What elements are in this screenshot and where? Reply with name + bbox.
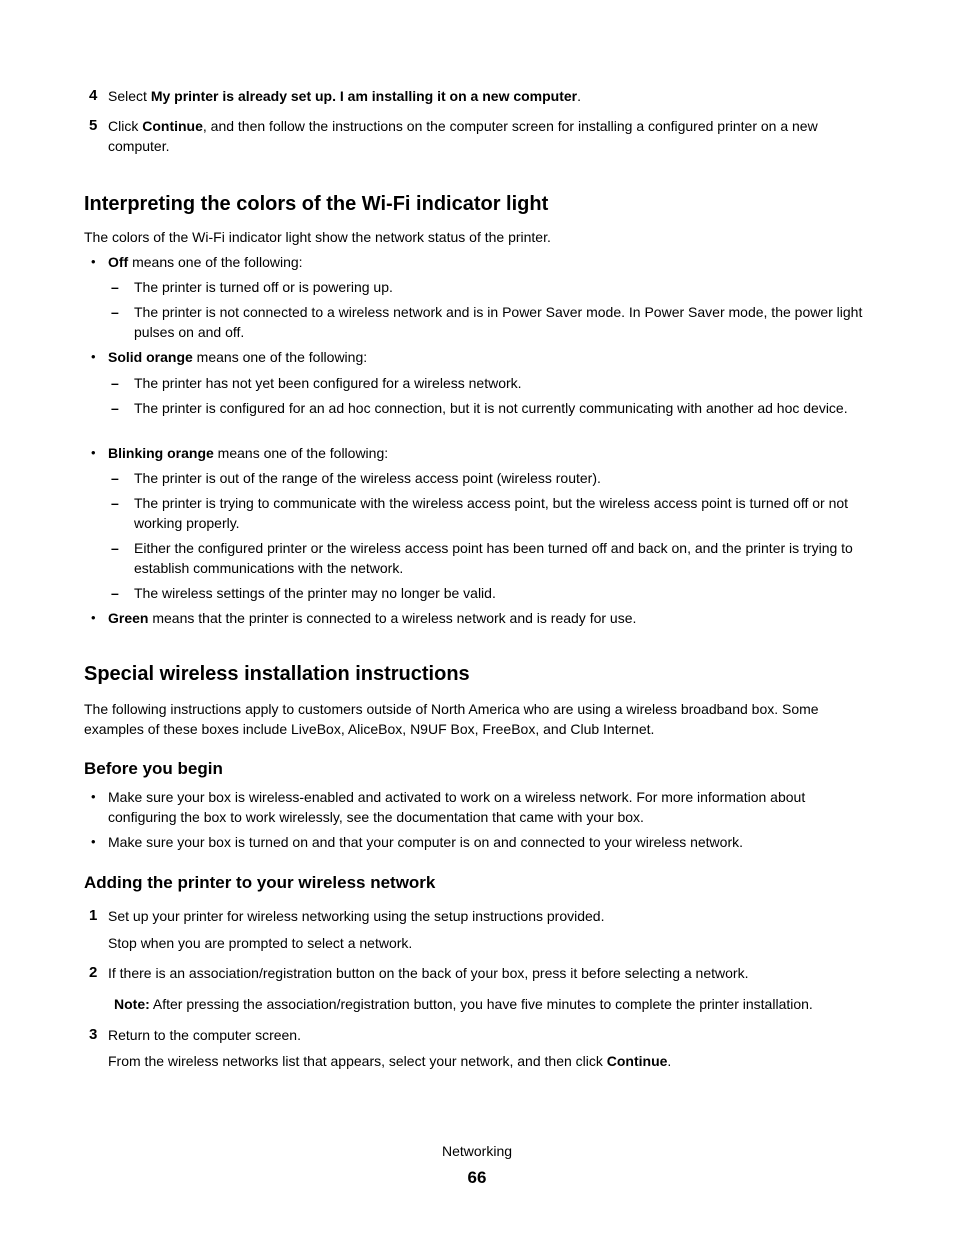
sub-list-item: The printer is configured for an ad hoc connection, but it is not currently communicating with another ad hoc device. <box>134 400 848 416</box>
footer-section-name: Networking <box>441 1143 513 1159</box>
step-number: 5 <box>89 117 98 134</box>
step-number: 3 <box>89 1026 98 1043</box>
step-text: Select My printer is already set up. I am installing it on a new computer. <box>108 88 582 104</box>
bullet-icon: • <box>91 834 96 849</box>
step-number: 4 <box>89 87 98 104</box>
bullet-icon: • <box>91 445 96 460</box>
subheading-adding-printer: Adding the printer to your wireless network <box>84 873 436 892</box>
bullet-icon: • <box>91 610 96 625</box>
bullet-icon: • <box>91 789 96 804</box>
sub-list-item: The wireless settings of the printer may no longer be valid. <box>134 585 496 601</box>
sub-list-item: The printer is turned off or is powering up. <box>134 279 393 295</box>
sub-list-item: The printer is out of the range of the wireless access point (wireless router). <box>134 470 601 486</box>
step-number: 2 <box>89 964 98 981</box>
bullet-icon: • <box>91 254 96 269</box>
dash-icon: – <box>111 495 119 511</box>
sub-list-item: The printer is trying to communicate with the wireless access point, but the wireless access point is turned off or not working properly. <box>134 495 849 531</box>
bullet-icon: • <box>91 349 96 364</box>
step-text: Set up your printer for wireless networking using the setup instructions provided. <box>108 908 605 924</box>
dash-icon: – <box>111 279 119 295</box>
sub-list-item: Either the configured printer or the wireless access point has been turned off and back on, and the printer is trying to establish communications with the network. <box>134 540 853 576</box>
dash-icon: – <box>111 400 119 416</box>
list-item: Make sure your box is wireless-enabled and activated to work on a wireless network. For more information about configuring the box to work wirelessly, see the documentation that came with your box. <box>108 789 806 825</box>
section-heading-special-wireless: Special wireless installation instructions <box>84 663 470 685</box>
page-number: 66 <box>467 1168 487 1187</box>
sub-list-item: The printer is not connected to a wireless network and is in Power Saver mode. In Power Saver mode, the power light pulses on and off. <box>134 304 863 340</box>
list-item: Solid orange means one of the following: <box>108 349 368 365</box>
list-item: Blinking orange means one of the following: <box>108 445 389 461</box>
section-intro: The colors of the Wi-Fi indicator light show the network status of the printer. <box>84 229 551 245</box>
list-item: Off means one of the following: <box>108 254 303 270</box>
step-number: 1 <box>89 907 98 924</box>
sub-list-item: The printer has not yet been configured for a wireless network. <box>134 375 522 391</box>
step-followup: From the wireless networks list that appears, select your network, and then click Continue. <box>108 1053 672 1069</box>
step-followup: Stop when you are prompted to select a network. <box>108 935 413 951</box>
note-label: Note: <box>114 996 150 1012</box>
list-item: Green means that the printer is connected to a wireless network and is ready for use. <box>108 610 637 626</box>
dash-icon: – <box>111 585 119 601</box>
dash-icon: – <box>111 540 119 556</box>
section-intro: The following instructions apply to customers outside of North America who are using a wireless broadband box. Some examples of these boxes include LiveBox, AliceBox, N9UF Box, FreeBox, and Club Internet. <box>84 701 819 737</box>
dash-icon: – <box>111 375 119 391</box>
section-heading-wifi-colors: Interpreting the colors of the Wi-Fi indicator light <box>84 193 549 215</box>
step-text: If there is an association/registration button on the back of your box, press it before selecting a network. <box>108 965 749 981</box>
step-text: Click Continue, and then follow the instructions on the computer screen for installing a configured printer on a new computer. <box>108 118 818 154</box>
list-item: Make sure your box is turned on and that your computer is on and connected to your wireless network. <box>108 834 744 850</box>
note: Note: After pressing the association/registration button, you have five minutes to complete the printer installation. <box>114 996 813 1012</box>
subheading-before-you-begin: Before you begin <box>84 759 223 778</box>
step-text: Return to the computer screen. <box>108 1027 301 1043</box>
dash-icon: – <box>111 304 119 320</box>
dash-icon: – <box>111 470 119 486</box>
